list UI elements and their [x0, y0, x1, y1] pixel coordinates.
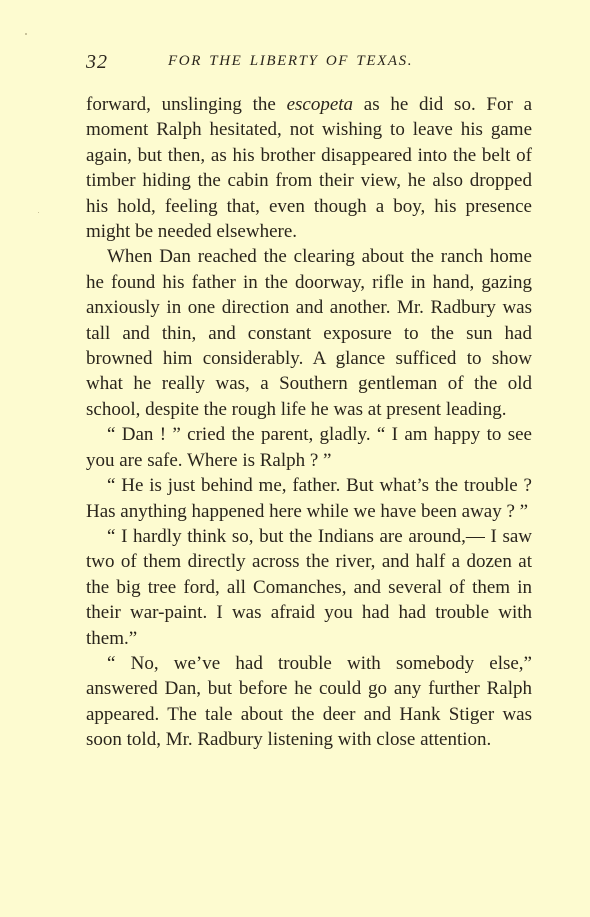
paragraph: “ No, we’ve had trouble with somebody else,” answered Dan, but before he could go any further Ralph appeared. The tale about the deer and Hank Stiger was soon told, Mr. Radbury listening with close attention.	[86, 652, 532, 751]
body-text	[86, 92, 532, 753]
page-header	[86, 51, 532, 77]
paragraph: When Dan reached the clearing about the ranch home he found his father in the doorway, rifle in hand, gazing anxiously in one direction and another. Mr. Radbury was tall and thin, and constant exposure to the sun had browned him considerably. A glance sufficed to show what he really was, a Southern gentleman of the old school, despite the rough life he was at present leading.	[86, 246, 532, 420]
emphasized-word: escopeta	[286, 94, 354, 115]
text-run: forward, unslinging the	[86, 94, 287, 115]
text-run: as he did so. For a moment Ralph hesitated, not wishing to leave his game again, but then, as his brother disappeared into the belt of timber hiding the cabin from their view, he also dropped his hold, feeling that, even though a boy, his presence might be needed elsewhere.	[86, 94, 533, 243]
paper-speck	[25, 33, 27, 35]
paper-speck	[38, 212, 39, 213]
paragraph: “ I hardly think so, but the Indians are around,— I saw two of them directly across the river, and half a dozen at the big tree ford, all Comanches, and several of them in their war-paint. I was afraid you had had trouble with them.”	[86, 525, 532, 649]
paragraph: “ Dan ! ” cried the parent, gladly. “ I am happy to see you are safe. Where is Ralph ? ”	[86, 424, 532, 471]
paragraph-continuation	[86, 92, 532, 244]
running-title: FOR THE LIBERTY OF TEXAS.	[168, 53, 414, 69]
page-number: 32	[86, 51, 108, 73]
paragraph: “ He is just behind me, father. But what’s the trouble ? Has anything happened here while we have been away ? ”	[86, 475, 532, 522]
